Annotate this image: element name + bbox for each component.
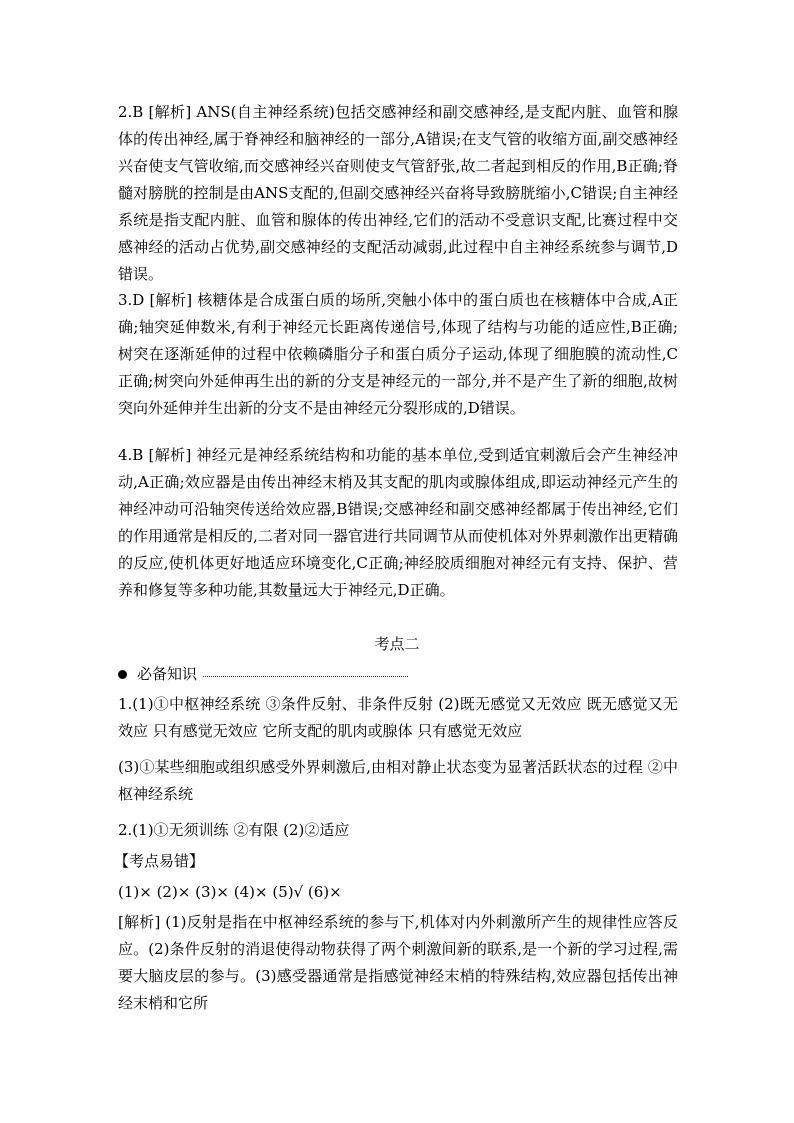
knowledge-item-1-3: (3)①某些细胞或组织感受外界刺激后,由相对静止状态变为显著活跃状态的过程 ②中枢神经系统 <box>118 758 678 803</box>
errors-answers: (1)× (2)× (3)× (4)× (5)√ (6)× <box>118 883 342 901</box>
errors-heading: 【考点易错】 <box>114 852 205 870</box>
bullet-icon <box>118 670 127 679</box>
knowledge-heading-row <box>118 661 408 688</box>
knowledge-item-2: 2.(1)①无须训练 ②有限 (2)②适应 <box>118 821 350 839</box>
section-title: 考点二 <box>374 635 420 653</box>
knowledge-item-1: 1.(1)①中枢神经系统 ③条件反射、非条件反射 (2)既无感觉又无效应 既无感觉又无效应 只有感觉无效应 它所支配的肌肉或腺体 只有感觉无效应 <box>118 695 678 740</box>
answer-paragraph-4: 4.B [解析] 神经元是神经系统结构和功能的基本单位,受到适宜刺激后会产生神经冲动,A正确;效应器是由传出神经末梢及其支配的肌肉或腺体组成,即运动神经元产生的神经冲动可沿轴突传送给效应器,B错误;交感神经和副交感神经都属于传出神经,它们的作用通常是相反的,二者对同一器官进行共同调节从而使机体对外界刺激作出更精确的反应,使机体更好地适应环境变化,C正确;神经胶质细胞对神经元有支持、保护、营养和修复等多种功能,其数量远大于神经元,D正确。 <box>118 446 678 599</box>
answer-paragraph-2: 2.B [解析] ANS(自主神经系统)包括交感神经和副交感神经,是支配内脏、血管和腺体的传出神经,属于脊神经和脑神经的一部分,A错误;在支气管的收缩方面,副交感神经兴奋使支气管收缩,而交感神经兴奋则使支气管舒张,故二者起到相反的作用,B正确;脊髓对膀胱的控制是由ANS支配的,但副交感神经兴奋将导致膀胱缩小,C错误;自主神经系统是指支配内脏、血管和腺体的传出神经,它们的活动不受意识支配,比赛过程中交感神经的活动占优势,副交感神经的支配活动减弱,此过程中自主神经系统参与调节,D错误。 <box>118 103 678 283</box>
dotted-leader <box>203 676 408 677</box>
knowledge-heading: 必备知识 <box>137 665 198 683</box>
analysis-paragraph: [解析] (1)反射是指在中枢神经系统的参与下,机体对内外刺激所产生的规律性应答反应。(2)条件反射的消退使得动物获得了两个刺激间新的联系,是一个新的学习过程,需要大脑皮层的参与。(3)感受器通常是指感觉神经末梢的特殊结构,效应器包括传出神经末梢和它所 <box>118 913 678 1012</box>
answer-paragraph-3: 3.D [解析] 核糖体是合成蛋白质的场所,突触小体中的蛋白质也在核糖体中合成,A正确;轴突延伸数米,有利于神经元长距离传递信号,体现了结构与功能的适应性,B正确;树突在逐渐延伸的过程中依赖磷脂分子和蛋白质分子运动,体现了细胞膜的流动性,C正确;树突向外延伸再生出的新的分支是神经元的一部分,并不是产生了新的细胞,故树突向外延伸并生出新的分支不是由神经元分裂形成的,D错误。 <box>118 291 678 417</box>
